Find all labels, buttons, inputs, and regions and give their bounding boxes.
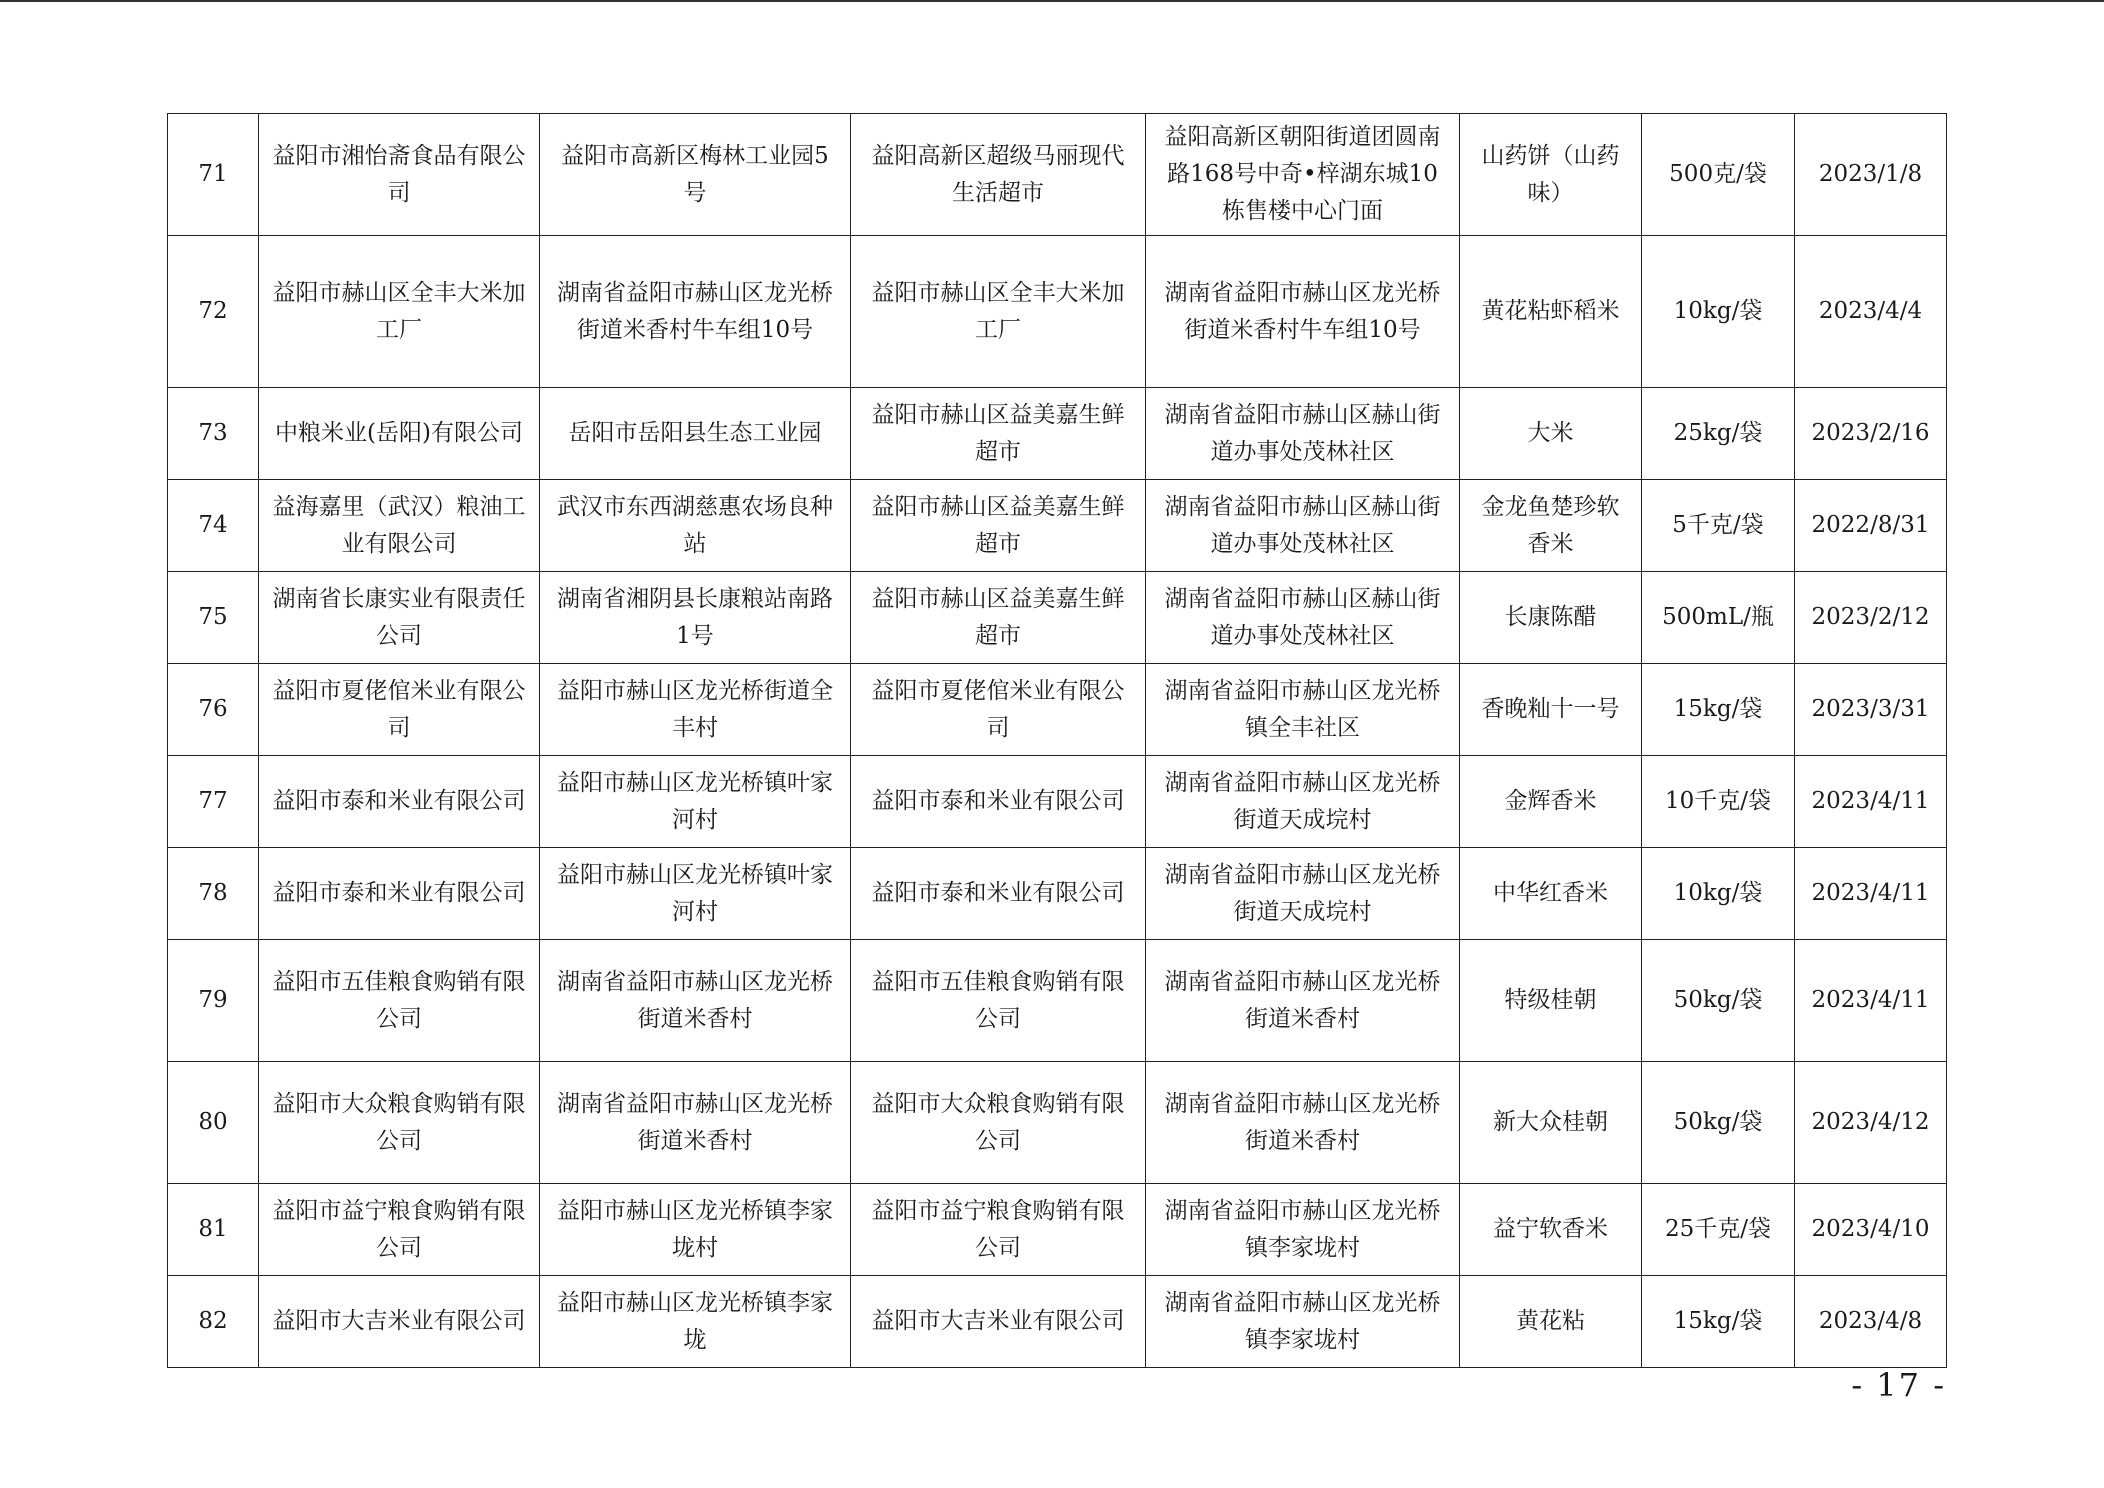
cell-seller-name: 益阳市大众粮食购销有限公司 [851,1062,1146,1184]
cell-product-spec: 10kg/袋 [1642,848,1795,940]
page-top-border [0,0,2104,2]
cell-product-spec: 15kg/袋 [1642,664,1795,756]
cell-product-spec: 25kg/袋 [1642,388,1795,480]
cell-product-name: 长康陈醋 [1460,572,1642,664]
table-row [168,756,1947,848]
cell-product-name: 特级桂朝 [1460,940,1642,1062]
cell-producer-name: 中粮米业(岳阳)有限公司 [259,388,540,480]
cell-seller-name: 益阳市泰和米业有限公司 [851,756,1146,848]
page-number: - 17 - [1851,1366,1946,1404]
cell-row-number: 82 [168,1276,259,1368]
cell-seller-name: 益阳市大吉米业有限公司 [851,1276,1146,1368]
cell-production-date: 2023/3/31 [1795,664,1947,756]
table-row [168,1276,1947,1368]
cell-producer-address: 益阳市赫山区龙光桥镇李家垅村 [540,1184,851,1276]
cell-production-date: 2023/4/8 [1795,1276,1947,1368]
cell-production-date: 2023/4/12 [1795,1062,1947,1184]
cell-row-number: 71 [168,114,259,236]
table-body [168,114,1947,1368]
cell-seller-address: 湖南省益阳市赫山区龙光桥街道天成垸村 [1146,756,1460,848]
cell-row-number: 72 [168,236,259,388]
table-row [168,1184,1947,1276]
cell-producer-name: 益阳市湘怡斋食品有限公司 [259,114,540,236]
cell-seller-name: 益阳市益宁粮食购销有限公司 [851,1184,1146,1276]
cell-production-date: 2023/4/10 [1795,1184,1947,1276]
cell-row-number: 79 [168,940,259,1062]
cell-row-number: 80 [168,1062,259,1184]
cell-production-date: 2023/4/4 [1795,236,1947,388]
cell-seller-address: 湖南省益阳市赫山区龙光桥街道米香村 [1146,940,1460,1062]
cell-producer-name: 益阳市大吉米业有限公司 [259,1276,540,1368]
cell-seller-address: 湖南省益阳市赫山区赫山街道办事处茂林社区 [1146,572,1460,664]
table-row [168,572,1947,664]
cell-producer-name: 益阳市泰和米业有限公司 [259,756,540,848]
cell-producer-name: 益阳市益宁粮食购销有限公司 [259,1184,540,1276]
cell-producer-address: 岳阳市岳阳县生态工业园 [540,388,851,480]
cell-seller-name: 益阳市五佳粮食购销有限公司 [851,940,1146,1062]
cell-product-spec: 5千克/袋 [1642,480,1795,572]
table-row [168,940,1947,1062]
cell-row-number: 74 [168,480,259,572]
table-row [168,114,1947,236]
cell-seller-address: 湖南省益阳市赫山区龙光桥镇全丰社区 [1146,664,1460,756]
cell-product-spec: 10千克/袋 [1642,756,1795,848]
cell-producer-name: 湖南省长康实业有限责任公司 [259,572,540,664]
cell-seller-address: 湖南省益阳市赫山区龙光桥镇李家垅村 [1146,1276,1460,1368]
cell-producer-name: 益阳市泰和米业有限公司 [259,848,540,940]
table-row [168,1062,1947,1184]
cell-seller-address: 湖南省益阳市赫山区赫山街道办事处茂林社区 [1146,388,1460,480]
sampling-table-container [167,113,1946,1368]
cell-production-date: 2023/4/11 [1795,756,1947,848]
cell-row-number: 76 [168,664,259,756]
cell-producer-address: 益阳市赫山区龙光桥镇李家垅 [540,1276,851,1368]
cell-product-name: 黄花粘 [1460,1276,1642,1368]
cell-row-number: 73 [168,388,259,480]
cell-product-name: 金龙鱼楚珍软香米 [1460,480,1642,572]
cell-production-date: 2023/4/11 [1795,848,1947,940]
cell-producer-name: 益阳市赫山区全丰大米加工厂 [259,236,540,388]
cell-seller-address: 湖南省益阳市赫山区龙光桥镇李家垅村 [1146,1184,1460,1276]
cell-product-spec: 25千克/袋 [1642,1184,1795,1276]
cell-producer-address: 武汉市东西湖慈惠农场良种站 [540,480,851,572]
cell-production-date: 2023/1/8 [1795,114,1947,236]
cell-product-name: 益宁软香米 [1460,1184,1642,1276]
cell-row-number: 81 [168,1184,259,1276]
cell-product-spec: 50kg/袋 [1642,940,1795,1062]
cell-producer-address: 益阳市高新区梅林工业园5号 [540,114,851,236]
cell-product-spec: 10kg/袋 [1642,236,1795,388]
cell-seller-name: 益阳市赫山区益美嘉生鲜超市 [851,388,1146,480]
cell-producer-name: 益阳市夏佬倌米业有限公司 [259,664,540,756]
cell-producer-name: 益阳市大众粮食购销有限公司 [259,1062,540,1184]
cell-seller-address: 益阳高新区朝阳街道团圆南路168号中奇•梓湖东城10栋售楼中心门面 [1146,114,1460,236]
cell-row-number: 75 [168,572,259,664]
cell-product-spec: 500克/袋 [1642,114,1795,236]
cell-seller-name: 益阳市赫山区益美嘉生鲜超市 [851,572,1146,664]
cell-product-name: 中华红香米 [1460,848,1642,940]
cell-product-name: 香晚籼十一号 [1460,664,1642,756]
cell-seller-name: 益阳市赫山区益美嘉生鲜超市 [851,480,1146,572]
cell-seller-name: 益阳市泰和米业有限公司 [851,848,1146,940]
cell-production-date: 2023/4/11 [1795,940,1947,1062]
cell-seller-name: 益阳市夏佬倌米业有限公司 [851,664,1146,756]
cell-product-spec: 500mL/瓶 [1642,572,1795,664]
table-row [168,388,1947,480]
cell-producer-address: 湖南省湘阴县长康粮站南路1号 [540,572,851,664]
cell-seller-address: 湖南省益阳市赫山区龙光桥街道天成垸村 [1146,848,1460,940]
cell-product-spec: 50kg/袋 [1642,1062,1795,1184]
cell-row-number: 77 [168,756,259,848]
cell-producer-address: 益阳市赫山区龙光桥镇叶家河村 [540,848,851,940]
cell-production-date: 2022/8/31 [1795,480,1947,572]
cell-producer-address: 益阳市赫山区龙光桥镇叶家河村 [540,756,851,848]
cell-product-name: 金辉香米 [1460,756,1642,848]
cell-product-name: 大米 [1460,388,1642,480]
sampling-table [167,113,1947,1368]
cell-producer-address: 湖南省益阳市赫山区龙光桥街道米香村 [540,940,851,1062]
cell-seller-address: 湖南省益阳市赫山区赫山街道办事处茂林社区 [1146,480,1460,572]
table-row [168,664,1947,756]
cell-seller-address: 湖南省益阳市赫山区龙光桥街道米香村牛车组10号 [1146,236,1460,388]
cell-seller-name: 益阳高新区超级马丽现代生活超市 [851,114,1146,236]
cell-producer-address: 益阳市赫山区龙光桥街道全丰村 [540,664,851,756]
cell-product-name: 山药饼（山药味） [1460,114,1642,236]
cell-producer-address: 湖南省益阳市赫山区龙光桥街道米香村牛车组10号 [540,236,851,388]
table-row [168,480,1947,572]
cell-producer-name: 益阳市五佳粮食购销有限公司 [259,940,540,1062]
cell-production-date: 2023/2/16 [1795,388,1947,480]
cell-product-name: 新大众桂朝 [1460,1062,1642,1184]
cell-seller-name: 益阳市赫山区全丰大米加工厂 [851,236,1146,388]
cell-producer-address: 湖南省益阳市赫山区龙光桥街道米香村 [540,1062,851,1184]
table-row [168,236,1947,388]
cell-seller-address: 湖南省益阳市赫山区龙光桥街道米香村 [1146,1062,1460,1184]
cell-product-spec: 15kg/袋 [1642,1276,1795,1368]
cell-product-name: 黄花粘虾稻米 [1460,236,1642,388]
table-row [168,848,1947,940]
cell-production-date: 2023/2/12 [1795,572,1947,664]
cell-row-number: 78 [168,848,259,940]
cell-producer-name: 益海嘉里（武汉）粮油工业有限公司 [259,480,540,572]
